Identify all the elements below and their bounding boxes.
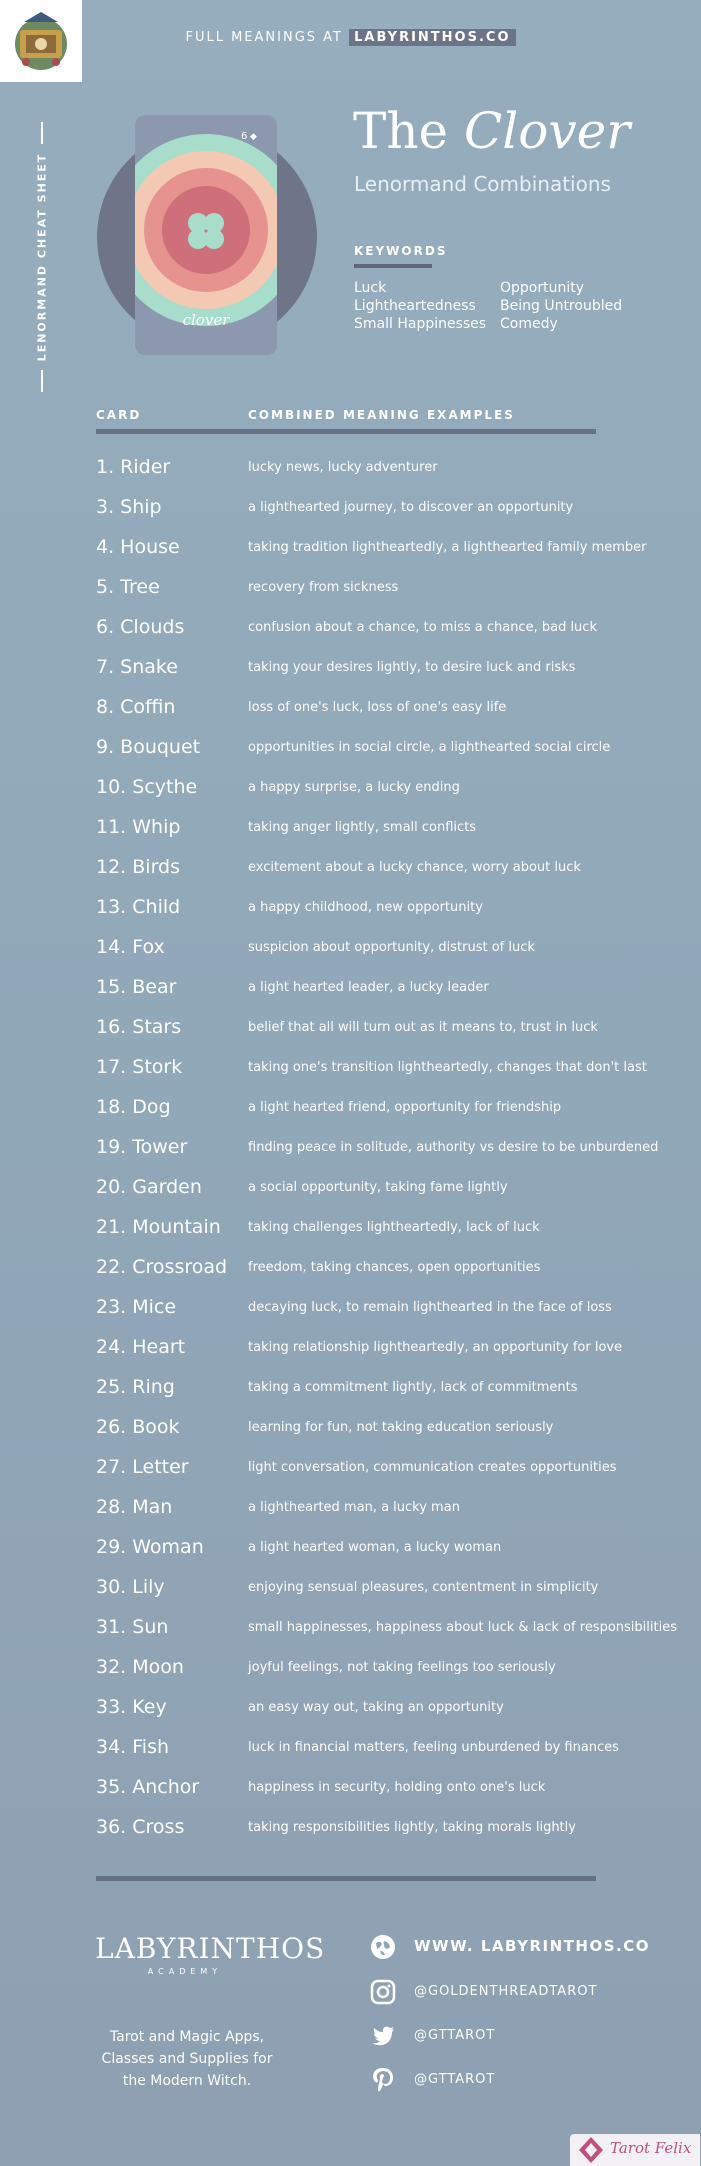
meaning-cell: opportunities in social circle, a lighthearted social circle: [248, 740, 611, 755]
meaning-cell: enjoying sensual pleasures, contentment in simplicity: [248, 1580, 599, 1595]
meaning-cell: taking tradition lightheartedly, a lighthearted family member: [248, 540, 647, 555]
meaning-cell: taking relationship lightheartedly, an opportunity for love: [248, 1340, 623, 1355]
keywords-rule: [354, 264, 432, 268]
card-name-cell: 7. Snake: [96, 656, 178, 678]
card-name: clover: [182, 311, 230, 329]
card-name-cell: 33. Key: [96, 1696, 167, 1718]
card-name-cell: 9. Bouquet: [96, 736, 201, 758]
table-row: [96, 1050, 666, 1090]
social-link-instagram[interactable]: [370, 1979, 690, 2007]
table-row: [96, 890, 666, 930]
card-name-cell: 31. Sun: [96, 1616, 169, 1638]
meaning-cell: a light hearted leader, a lucky leader: [248, 980, 489, 995]
meaning-cell: taking anger lightly, small conflicts: [248, 820, 477, 835]
card-name-cell: 27. Letter: [96, 1456, 189, 1478]
table-row: [96, 930, 666, 970]
meaning-cell: happiness in security, holding onto one's luck: [248, 1780, 546, 1795]
card-name-cell: 26. Book: [96, 1416, 180, 1438]
meaning-cell: finding peace in solitude, authority vs desire to be unburdened: [248, 1140, 659, 1155]
card-illustration: [95, 115, 320, 360]
meaning-cell: taking a commitment lightly, lack of commitments: [248, 1380, 578, 1395]
card-name-cell: 30. Lily: [96, 1576, 165, 1598]
table-row: [96, 1250, 666, 1290]
table-row: [96, 650, 666, 690]
brand-academy: ACADEMY: [147, 1967, 223, 1976]
meaning-cell: decaying luck, to remain lighthearted in the face of loss: [248, 1300, 612, 1315]
card-name-cell: 4. House: [96, 536, 180, 558]
table-row: [96, 1210, 666, 1250]
meaning-cell: recovery from sickness: [248, 580, 399, 595]
meaning-cell: belief that all will turn out as it means to, trust in luck: [248, 1020, 598, 1035]
banner-domain-link[interactable]: LABYRINTHOS.CO: [349, 29, 515, 46]
card-name-cell: 15. Bear: [96, 976, 177, 998]
side-label-text: LENORMAND CHEAT SHEET: [35, 152, 49, 362]
table-row: [96, 1330, 666, 1370]
social-label: WWW. LABYRINTHOS.CO: [414, 1937, 650, 1955]
keyword: Lightheartedness: [354, 298, 476, 314]
meaning-cell: taking responsibilities lightly, taking morals lightly: [248, 1820, 576, 1835]
table-row: [96, 1730, 666, 1770]
card-name-cell: 6. Clouds: [96, 616, 185, 638]
footer-tagline: Tarot and Magic Apps, Classes and Supplies for the Modern Witch.: [101, 2029, 273, 2089]
banner-prefix: FULL MEANINGS AT: [185, 30, 350, 45]
social-link-twitter[interactable]: [370, 2023, 690, 2051]
table-row: [96, 490, 666, 530]
table-row: [96, 730, 666, 770]
card-name-cell: 17. Stork: [96, 1056, 183, 1078]
meaning-cell: a lighthearted journey, to discover an opportunity: [248, 500, 574, 515]
card-name-cell: 10. Scythe: [96, 776, 198, 798]
meaning-cell: a happy surprise, a lucky ending: [248, 780, 460, 795]
card-name-cell: 32. Moon: [96, 1656, 184, 1678]
card-name-cell: 16. Stars: [96, 1016, 182, 1038]
card-name-cell: 12. Birds: [96, 856, 181, 878]
table-row: [96, 1770, 666, 1810]
globe-icon: [370, 1934, 396, 1960]
meaning-cell: a light hearted friend, opportunity for friendship: [248, 1100, 562, 1115]
side-bottom-line: [41, 370, 43, 392]
card-name-cell: 21. Mountain: [96, 1216, 221, 1238]
meaning-cell: light conversation, communication creates opportunities: [248, 1460, 617, 1475]
meaning-cell: freedom, taking chances, open opportunities: [248, 1260, 541, 1275]
table-row: [96, 570, 666, 610]
card-name-cell: 11. Whip: [96, 816, 181, 838]
footer-rule: [96, 1876, 596, 1881]
meaning-cell: a social opportunity, taking fame lightly: [248, 1180, 508, 1195]
table-row: [96, 1370, 666, 1410]
tarot-felix-badge: [570, 2134, 700, 2166]
footer-brand: [95, 1932, 326, 1976]
card-name-cell: 5. Tree: [96, 576, 160, 598]
card-name-cell: 18. Dog: [96, 1096, 171, 1118]
social-label: @GOLDENTHREADTAROT: [414, 1984, 598, 1999]
keyword: Being Untroubled: [500, 298, 623, 314]
brand-name: LABYRINTHOS: [95, 1932, 326, 1965]
meaning-cell: confusion about a chance, to miss a chance, bad luck: [248, 620, 597, 635]
table-row: [96, 1290, 666, 1330]
card-name-cell: 20. Garden: [96, 1176, 202, 1198]
social-link-website[interactable]: [370, 1934, 690, 1962]
card-name-cell: 35. Anchor: [96, 1776, 200, 1798]
card-name-cell: 36. Cross: [96, 1816, 185, 1838]
meaning-cell: luck in financial matters, feeling unburdened by finances: [248, 1740, 619, 1755]
table-row: [96, 1690, 666, 1730]
diamond-logo-icon: [576, 2135, 606, 2165]
card-name-cell: 25. Ring: [96, 1376, 175, 1398]
column-header-card: CARD: [96, 408, 142, 422]
table-row: [96, 1490, 666, 1530]
keyword: Luck: [354, 280, 387, 296]
page-title: The Clover: [353, 102, 631, 160]
table-row: [96, 450, 666, 490]
table-row: [96, 1450, 666, 1490]
table-row: [96, 1810, 666, 1850]
badge-text: Tarot Felix: [610, 2139, 692, 2157]
card-name-cell: 23. Mice: [96, 1296, 177, 1318]
table-row: [96, 690, 666, 730]
meaning-cell: taking challenges lightheartedly, lack of luck: [248, 1220, 540, 1235]
table-row: [96, 1610, 677, 1650]
table-row: [96, 1570, 666, 1610]
table-row: [96, 1130, 666, 1170]
column-header-meaning: COMBINED MEANING EXAMPLES: [248, 408, 515, 422]
social-label: @GTTAROT: [414, 2028, 496, 2043]
keyword: Small Happinesses: [354, 316, 487, 332]
card-name-cell: 3. Ship: [96, 496, 162, 518]
table-row: [96, 1010, 666, 1050]
table-row: [96, 1530, 666, 1570]
table-row: [96, 1410, 666, 1450]
social-link-pinterest[interactable]: [370, 2067, 690, 2095]
card-number: 6: [241, 131, 248, 142]
meaning-cell: lucky news, lucky adventurer: [248, 460, 438, 475]
keywords-list: [354, 280, 654, 332]
combination-table: [96, 450, 677, 1850]
table-row: [96, 850, 666, 890]
pinterest-icon: [370, 2067, 396, 2093]
table-row: [96, 1170, 666, 1210]
card-name-cell: 34. Fish: [96, 1736, 170, 1758]
meaning-cell: taking your desires lightly, to desire luck and risks: [248, 660, 576, 675]
meaning-cell: a happy childhood, new opportunity: [248, 900, 483, 915]
meaning-cell: an easy way out, taking an opportunity: [248, 1700, 504, 1715]
meaning-cell: small happinesses, happiness about luck & lack of responsibilities: [248, 1620, 677, 1635]
card-name-cell: 14. Fox: [96, 936, 165, 958]
meaning-cell: loss of one's luck, loss of one's easy life: [248, 700, 507, 715]
card-name-cell: 19. Tower: [96, 1136, 188, 1158]
card-name-cell: 13. Child: [96, 896, 181, 918]
twitter-icon: [370, 2023, 396, 2049]
table-header: [96, 408, 515, 422]
meaning-cell: taking one's transition lightheartedly, changes that don't last: [248, 1060, 647, 1075]
top-banner: [0, 30, 701, 45]
meaning-cell: a light hearted woman, a lucky woman: [248, 1540, 502, 1555]
social-label: @GTTAROT: [414, 2072, 496, 2087]
table-row: [96, 810, 666, 850]
card-name-cell: 29. Woman: [96, 1536, 204, 1558]
meaning-cell: a lighthearted man, a lucky man: [248, 1500, 460, 1515]
table-row: [96, 1650, 666, 1690]
side-label: [22, 122, 62, 392]
table-header-rule: [96, 429, 596, 434]
keyword: Opportunity: [500, 280, 585, 296]
card-name-cell: 1. Rider: [96, 456, 171, 478]
table-row: [96, 610, 666, 650]
card-name-cell: 8. Coffin: [96, 696, 176, 718]
keyword: Comedy: [500, 316, 558, 332]
instagram-icon: [370, 1979, 396, 2005]
meaning-cell: excitement about a lucky chance, worry about luck: [248, 860, 581, 875]
clover-card-image: [95, 115, 320, 360]
meaning-cell: learning for fun, not taking education seriously: [248, 1420, 554, 1435]
keywords-heading: KEYWORDS: [354, 244, 448, 258]
table-row: [96, 1090, 666, 1130]
table-row: [96, 970, 666, 1010]
meaning-cell: joyful feelings, not taking feelings too seriously: [248, 1660, 556, 1675]
card-name-cell: 22. Crossroad: [96, 1256, 228, 1278]
page-subtitle: Lenormand Combinations: [354, 172, 611, 196]
svg-text:◆: ◆: [250, 132, 257, 142]
table-row: [96, 770, 666, 810]
meaning-cell: suspicion about opportunity, distrust of luck: [248, 940, 535, 955]
side-top-line: [41, 122, 43, 144]
card-name-cell: 24. Heart: [96, 1336, 186, 1358]
card-name-cell: 28. Man: [96, 1496, 173, 1518]
table-row: [96, 530, 666, 570]
